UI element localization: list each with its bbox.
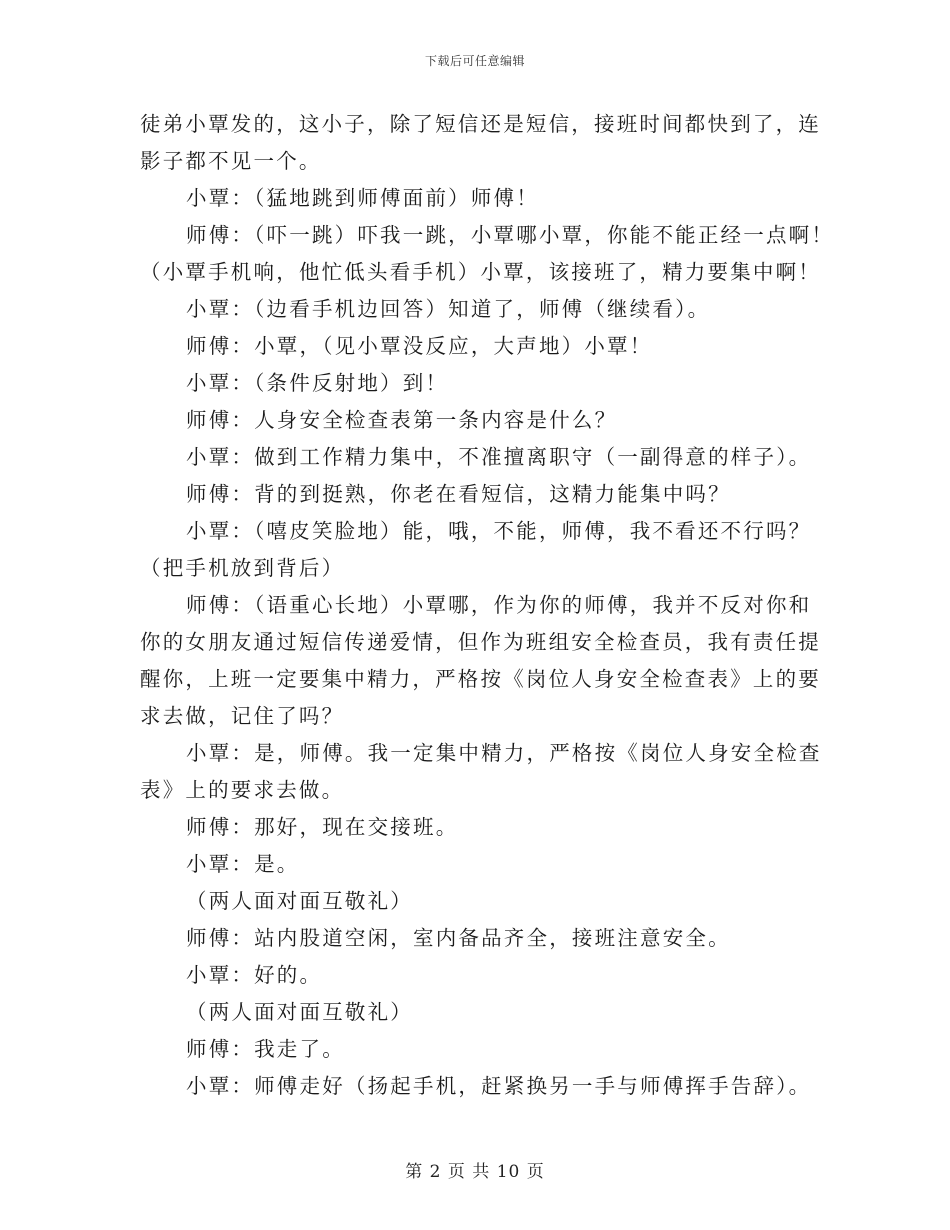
text-line: 小覃：好的。 xyxy=(186,963,323,987)
text-line: 求去做，记住了吗？ xyxy=(140,704,345,728)
text-line: 你的女朋友通过短信传递爱情，但作为班组安全检查员，我有责任提 xyxy=(140,630,821,654)
text-line: 师傅：（吓一跳）吓我一跳，小覃哪小覃，你能不能正经一点啊！ xyxy=(186,223,835,247)
page-footer: 第 2 页 共 10 页 xyxy=(405,1162,545,1182)
text-line: 师傅：（语重心长地）小覃哪，作为你的师傅，我并不反对你和 xyxy=(186,593,812,617)
text-line: 表》上的要求去做。 xyxy=(140,778,345,802)
page-header: 下载后可任意编辑 xyxy=(424,54,525,68)
text-line: 徒弟小覃发的，这小子，除了短信还是短信，接班时间都快到了，连 xyxy=(140,112,821,136)
text-line: 小覃：（边看手机边回答）知道了，师傅（继续看）。 xyxy=(186,297,711,321)
text-line: 小覃：是，师傅。我一定集中精力，严格按《岗位人身安全检查 xyxy=(186,741,822,765)
text-line: （小覃手机响，他忙低头看手机）小覃，该接班了，精力要集中啊！ xyxy=(140,260,821,284)
text-line: （两人面对面互敬礼） xyxy=(186,889,413,913)
text-line: 小覃：（猛地跳到师傅面前）师傅！ xyxy=(186,186,539,210)
text-line: 小覃：是。 xyxy=(186,852,300,876)
text-line: （两人面对面互敬礼） xyxy=(186,1000,413,1024)
text-line: 师傅：我走了。 xyxy=(186,1037,345,1061)
text-line: 师傅：人身安全检查表第一条内容是什么？ xyxy=(186,408,618,432)
text-line: 小覃：做到工作精力集中，不准擅离职守（一副得意的样子）。 xyxy=(186,445,812,469)
text-line: 师傅：那好，现在交接班。 xyxy=(186,815,459,839)
text-line: 小覃：（嘻皮笑脸地）能，哦，不能，师傅，我不看还不行吗？ xyxy=(186,519,812,543)
text-line: 醒你，上班一定要集中精力，严格按《岗位人身安全检查表》上的要 xyxy=(140,667,821,691)
text-line: 小覃：师傅走好（扬起手机，赶紧换另一手与师傅挥手告辞）。 xyxy=(186,1074,812,1098)
text-line: 师傅：站内股道空闲，室内备品齐全，接班注意安全。 xyxy=(186,926,731,950)
document-body xyxy=(140,106,835,1105)
text-line: 小覃：（条件反射地）到！ xyxy=(186,371,449,395)
text-line: （把手机放到背后） xyxy=(140,556,345,580)
text-line: 影子都不见一个。 xyxy=(140,149,322,173)
text-line: 师傅：背的到挺熟，你老在看短信，这精力能集中吗？ xyxy=(186,482,731,506)
text-line: 师傅：小覃，（见小覃没反应，大声地）小覃！ xyxy=(186,334,653,358)
